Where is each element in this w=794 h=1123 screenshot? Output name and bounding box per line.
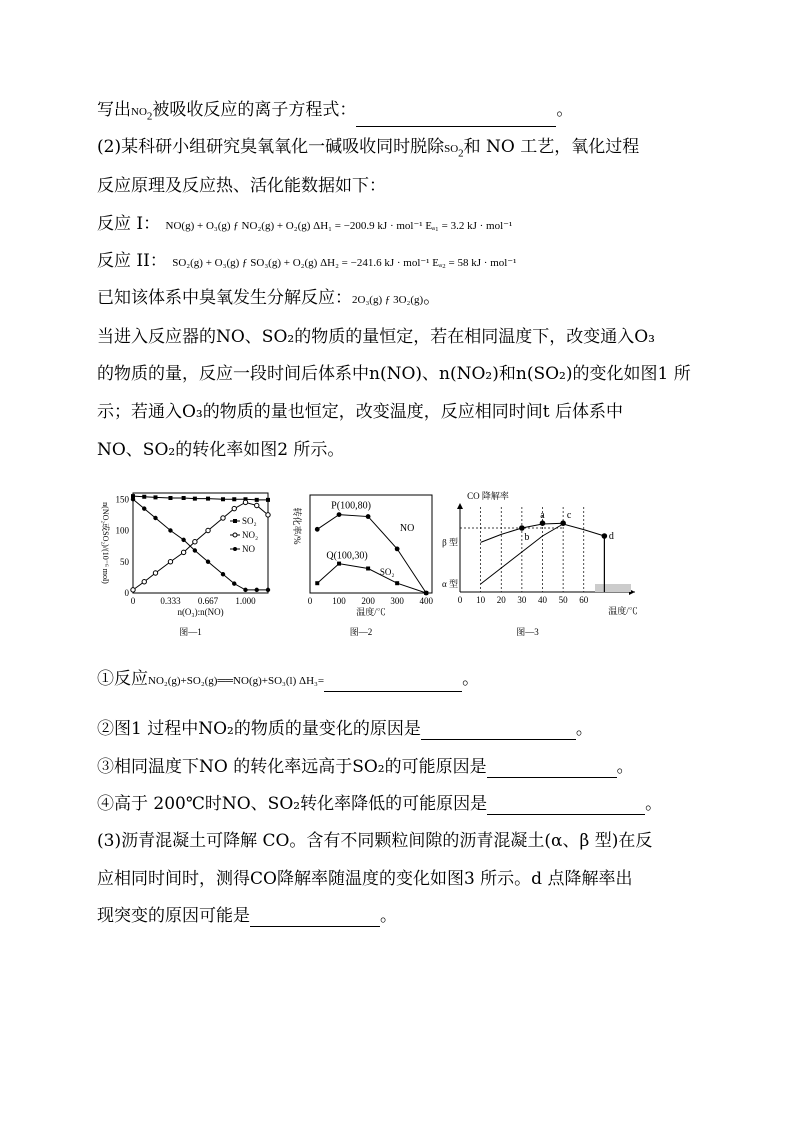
legend-marker [233, 547, 237, 551]
period: 。 [462, 669, 480, 689]
y-axis-arrow [457, 503, 463, 509]
chem-so2: SO [444, 143, 459, 155]
data-point [243, 500, 247, 504]
y-tick-label: 0 [124, 588, 129, 598]
decomposition-equation: 2O₃(g) ƒ 3O₂(g) [352, 294, 424, 306]
data-point [255, 498, 259, 502]
data-point [366, 567, 370, 571]
y-tick-label: 100 [115, 525, 129, 536]
data-point [255, 503, 259, 507]
question-1 [97, 668, 479, 692]
text: 和 NO 工艺，氧化过程 [463, 137, 640, 157]
data-point [131, 497, 135, 501]
x-tick-label: 10 [476, 595, 486, 605]
reaction-2 [97, 250, 516, 274]
data-point [221, 497, 225, 501]
label-alpha: α 型 [442, 579, 458, 589]
data-point [182, 496, 186, 500]
x-tick-label: 0 [307, 596, 313, 606]
period: 。 [556, 100, 574, 120]
x-tick-label: 100 [332, 596, 346, 606]
x-axis-label: n(O₃):n(NO) [177, 607, 224, 617]
plot-frame [310, 495, 432, 593]
data-point [206, 560, 210, 564]
point-a [540, 520, 546, 526]
x-tick-label: 1.000 [235, 596, 256, 606]
text: ④高于 200℃时NO、SO₂转化率降低的可能原因是 [97, 794, 488, 814]
y-tick-label: 150 [115, 494, 129, 505]
text: 已知该体系中臭氧发生分解反应： [97, 288, 352, 308]
label-a: a [540, 510, 545, 522]
answer-blank-1[interactable] [356, 108, 556, 127]
data-point [266, 498, 270, 502]
data-point [206, 528, 210, 532]
text: (2)某科研小组研究臭氧氧化一碱吸收同时脱除 [97, 137, 445, 157]
data-point [142, 506, 146, 510]
data-point [168, 496, 172, 500]
question-4 [97, 793, 662, 815]
reaction-equation: SO₂(g) + O₃(g) ƒ SO₃(g) + O₂(g) ΔH₂ = −241.6 kJ · mol⁻¹ Eₐ₂ = 58 kJ · mol⁻¹ [172, 257, 517, 269]
data-point [266, 513, 270, 517]
data-point [255, 588, 259, 592]
question-line-9: 示；若通入O₃的物质的量也恒定，改变温度，反应相同时间t 后体系中 [97, 402, 623, 422]
period: 。 [380, 906, 397, 926]
label-d: d [608, 531, 614, 542]
y-tick-label: 50 [120, 556, 129, 567]
text: ②图1 过程中NO₂的物质的量变化的原因是 [97, 719, 421, 739]
data-point [193, 548, 197, 552]
period: 。 [575, 719, 593, 739]
answer-blank-4[interactable] [487, 759, 617, 778]
text: 写出 [97, 100, 131, 120]
part-3-line-3 [97, 905, 397, 927]
data-point [153, 571, 157, 575]
question-line-6 [97, 287, 440, 311]
text: 现突变的原因可能是 [97, 906, 250, 926]
figure-title: 图—2 [349, 627, 373, 637]
x-axis-label: 温度/℃ [356, 607, 386, 617]
series-line-SO₂ [133, 496, 268, 500]
annotation-q: Q(100,30) [326, 550, 368, 562]
legend-marker [233, 519, 237, 523]
data-point [131, 588, 135, 592]
data-point [181, 538, 185, 542]
data-point [337, 562, 341, 566]
y-axis-label: CO 降解率 [467, 491, 509, 501]
data-point [142, 495, 146, 499]
figure-2 [280, 485, 440, 645]
text: ③相同温度下NO 的转化率远高于SO₂的可能原因是 [97, 757, 487, 777]
period: 。 [423, 288, 441, 308]
data-point [366, 514, 371, 519]
question-line-8: 的物质的量，反应一段时间后体系中n(NO)、n(NO₂)和n(SO₂)的变化如图1 所 [97, 364, 691, 384]
data-point [221, 572, 225, 576]
data-point [395, 581, 399, 585]
data-point [193, 540, 197, 544]
x-axis-label: 温度/℃ [608, 606, 638, 616]
data-point [232, 506, 236, 510]
data-point [221, 516, 225, 520]
x-tick-label: 60 [579, 595, 589, 605]
answer-blank-3[interactable] [421, 721, 576, 740]
text: ①反应 [97, 669, 148, 689]
x-tick-label: 0 [130, 596, 136, 606]
hatched-region [595, 584, 631, 592]
label-c: c [566, 510, 572, 522]
part-3-line-1: (3)沥青混凝土可降解 CO。含有不同颗粒间隙的沥青混凝土(α、β 型)在反 [97, 831, 653, 851]
y-axis-label: 转化率/% [292, 507, 302, 545]
data-point [243, 588, 247, 592]
plot-frame [133, 493, 268, 593]
chem-no2: NO [131, 106, 147, 118]
figure-title: 图—3 [516, 627, 539, 637]
data-point [266, 588, 270, 592]
data-point [193, 497, 197, 501]
data-point [315, 581, 319, 585]
series-label-no: NO [399, 522, 415, 534]
text: 被吸收反应的离子方程式： [152, 100, 357, 120]
part-3-line-2: 应相同时间时，测得CO降解率随温度的变化如图3 所示。d 点降解率出 [97, 869, 633, 889]
data-point [153, 516, 157, 520]
point-c [560, 520, 566, 526]
label-b: b [524, 532, 530, 543]
question-3 [97, 756, 634, 778]
figure-title: 图—1 [179, 627, 202, 637]
answer-blank-6[interactable] [250, 908, 380, 927]
legend-label: SO₂ [242, 516, 257, 526]
data-point [232, 497, 236, 501]
period: 。 [616, 757, 634, 777]
legend-marker [233, 533, 237, 537]
x-tick-label: 200 [361, 596, 375, 606]
reaction-1 [97, 213, 512, 237]
data-point [232, 581, 236, 585]
x-tick-label: 0.333 [160, 596, 181, 606]
point-b [519, 525, 525, 531]
period: 。 [645, 794, 663, 814]
answer-blank-5[interactable] [487, 796, 645, 815]
data-point [168, 560, 172, 564]
x-tick-label: 400 [419, 596, 433, 606]
question-2 [97, 718, 593, 740]
x-tick-label: 40 [538, 595, 547, 605]
reaction-equation: NO(g) + O₃(g) ƒ NO₂(g) + O₂(g) ΔH₁ = −200.9 kJ · mol⁻¹ Eₐ₁ = 3.2 kJ · mol⁻¹ [165, 220, 513, 232]
question-line-10: NO、SO₂的转化率如图2 所示。 [97, 440, 345, 460]
data-point [181, 550, 185, 554]
question-line-7: 当进入反应器的NO、SO₂的物质的量恒定，若在相同温度下，改变通入O₃ [97, 327, 655, 347]
legend-label: NO₂ [242, 530, 259, 540]
data-point [424, 591, 428, 595]
figure-3 [442, 485, 645, 645]
data-point [206, 497, 210, 501]
x-tick-label: 0 [457, 595, 463, 605]
figure-1 [95, 485, 280, 645]
data-point [168, 528, 172, 532]
label-beta: β 型 [442, 537, 458, 548]
reaction-label: 反应 II： [97, 251, 167, 271]
equation: NO₂(g)+SO₂(g)══NO(g)+SO₃(l) ΔH₃= [148, 675, 325, 687]
data-point [337, 512, 342, 517]
data-point [395, 547, 400, 552]
data-point [154, 495, 158, 499]
data-point [315, 527, 320, 532]
x-tick-label: 0.667 [197, 596, 219, 606]
x-tick-label: 50 [558, 595, 568, 605]
series-label-so2: SO₂ [379, 567, 395, 578]
reaction-label: 反应 I： [97, 214, 161, 234]
legend-label: NO [242, 544, 255, 554]
data-point [142, 580, 146, 584]
y-axis-label: n(NO₂或SO₂)/(10⁻⁶ mol) [101, 502, 110, 584]
question-line-3: 反应原理及反应热、活化能数据如下： [97, 176, 386, 196]
answer-blank-2[interactable] [324, 673, 462, 692]
annotation-p: P(100,80) [331, 500, 371, 512]
question-line-2: (2)某科研小组研究臭氧氧化一碱吸收同时脱除$SO_2$和 NO 工艺，氧化过程 [97, 137, 640, 160]
x-tick-label: 30 [517, 595, 527, 605]
x-tick-label: 20 [496, 595, 506, 605]
x-tick-label: 300 [390, 596, 404, 606]
question-line-1: 写出$NO_2$被吸收反应的离子方程式： 。 [97, 99, 573, 127]
